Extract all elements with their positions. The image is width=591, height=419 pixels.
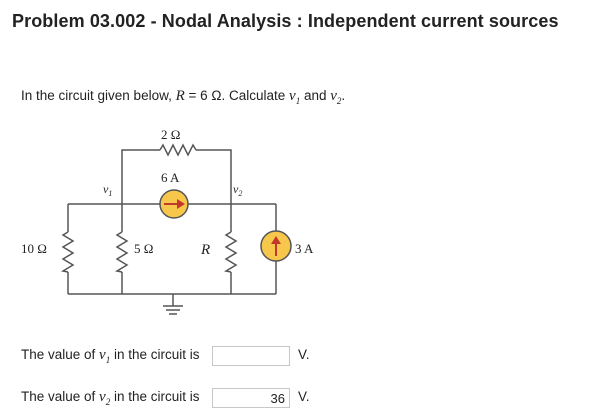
label-5ohm: 5 Ω — [134, 241, 154, 256]
problem-text-suffix: . — [341, 88, 346, 103]
v1-unit: V. — [298, 347, 310, 362]
resistor-10ohm — [63, 232, 73, 272]
v1-var: $v_1$ — [99, 347, 111, 365]
answer-row-v2: The value of $v_2$ in the circuit is — [21, 389, 200, 407]
r-value-text: = 6 Ω. Calculate — [184, 88, 290, 103]
resistor-5ohm — [117, 232, 127, 272]
v1-symbol: $v_1$ — [289, 88, 301, 106]
label-v1: $v_1$ — [103, 182, 113, 198]
label-10ohm: 10 Ω — [21, 241, 47, 256]
v2-unit: V. — [298, 389, 310, 404]
v1-answer-input[interactable] — [212, 346, 290, 366]
problem-text-prefix: In the circuit given below, — [21, 88, 176, 103]
label-r: R — [201, 242, 211, 258]
current-source-3a — [261, 231, 291, 261]
r-symbol: R — [175, 88, 185, 104]
label-2ohm: 2 Ω — [161, 127, 181, 142]
v2-answer-input[interactable]: 36 — [212, 388, 290, 408]
ground-icon — [163, 306, 183, 314]
label-6a: 6 A — [161, 170, 180, 185]
v2-symbol: $v_2$ — [330, 88, 342, 106]
v2-var: $v_2$ — [99, 389, 111, 407]
label-v2: $v_2$ — [233, 182, 243, 198]
resistor-r — [226, 232, 236, 272]
current-source-6a — [160, 190, 188, 218]
resistor-2ohm — [160, 145, 196, 155]
page-title: Problem 03.002 - Nodal Analysis : Independent current sources — [12, 11, 559, 31]
and-text: and — [300, 88, 331, 103]
label-3a: 3 A — [295, 241, 314, 256]
answer-row-v1: The value of $v_1$ in the circuit is — [21, 347, 200, 365]
